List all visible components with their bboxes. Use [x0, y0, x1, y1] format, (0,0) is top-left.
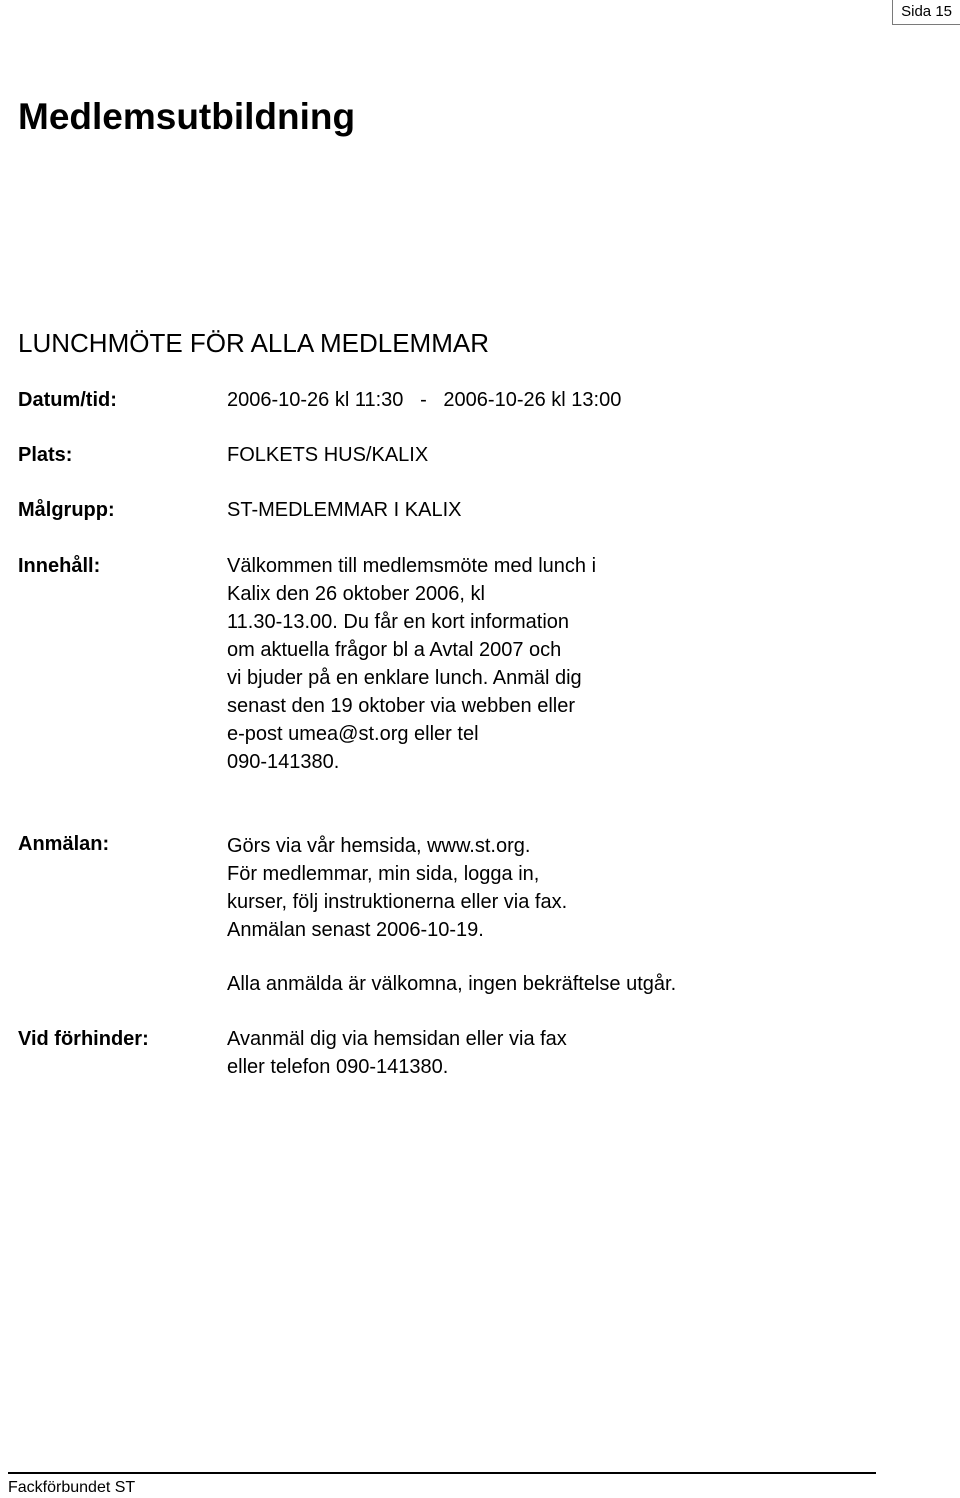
innehall-line: senast den 19 oktober via webben eller — [227, 695, 576, 717]
vid-forhinder-line: eller telefon 090-141380. — [227, 1056, 449, 1078]
innehall-line: Kalix den 26 oktober 2006, kl — [227, 583, 485, 605]
innehall-line: Välkommen till medlemsmöte med lunch i — [227, 555, 597, 577]
vid-forhinder-text — [227, 1025, 567, 1081]
malgrupp-label: Målgrupp: — [18, 499, 115, 521]
innehall-line: vi bjuder på en enklare lunch. Anmäl dig — [227, 667, 582, 689]
event-title: LUNCHMÖTE FÖR ALLA MEDLEMMAR — [18, 328, 489, 358]
malgrupp-value: ST-MEDLEMMAR I KALIX — [227, 499, 462, 521]
anmalan-label: Anmälan: — [18, 833, 110, 855]
anmalan-note: Alla anmälda är välkomna, ingen bekräftelse utgår. — [227, 973, 677, 995]
page-number-label: Sida 15 — [892, 0, 960, 25]
datum-value: 2006-10-26 kl 11:30 - 2006-10-26 kl 13:00 — [227, 389, 622, 411]
vid-forhinder-line: Avanmäl dig via hemsidan eller via fax — [227, 1028, 567, 1050]
vid-forhinder-label: Vid förhinder: — [18, 1028, 149, 1050]
anmalan-line: Görs via vår hemsida, www.st.org. — [227, 835, 531, 857]
anmalan-text — [227, 832, 567, 944]
innehall-line: 11.30-13.00. Du får en kort information — [227, 611, 570, 633]
anmalan-line: Anmälan senast 2006-10-19. — [227, 919, 484, 941]
plats-value: FOLKETS HUS/KALIX — [227, 444, 429, 466]
innehall-line: 090-141380. — [227, 751, 340, 773]
innehall-line: e-post umea@st.org eller tel — [227, 723, 479, 745]
anmalan-line: kurser, följ instruktionerna eller via fax. — [227, 891, 568, 913]
footer-divider — [8, 1472, 876, 1474]
innehall-line: om aktuella frågor bl a Avtal 2007 och — [227, 639, 562, 661]
innehall-text — [227, 552, 596, 776]
datum-label: Datum/tid: — [18, 389, 117, 411]
anmalan-line: För medlemmar, min sida, logga in, — [227, 863, 540, 885]
footer-organization: Fackförbundet ST — [8, 1479, 136, 1496]
innehall-label: Innehåll: — [18, 555, 101, 577]
plats-label: Plats: — [18, 444, 73, 466]
document-title: Medlemsutbildning — [18, 96, 356, 137]
